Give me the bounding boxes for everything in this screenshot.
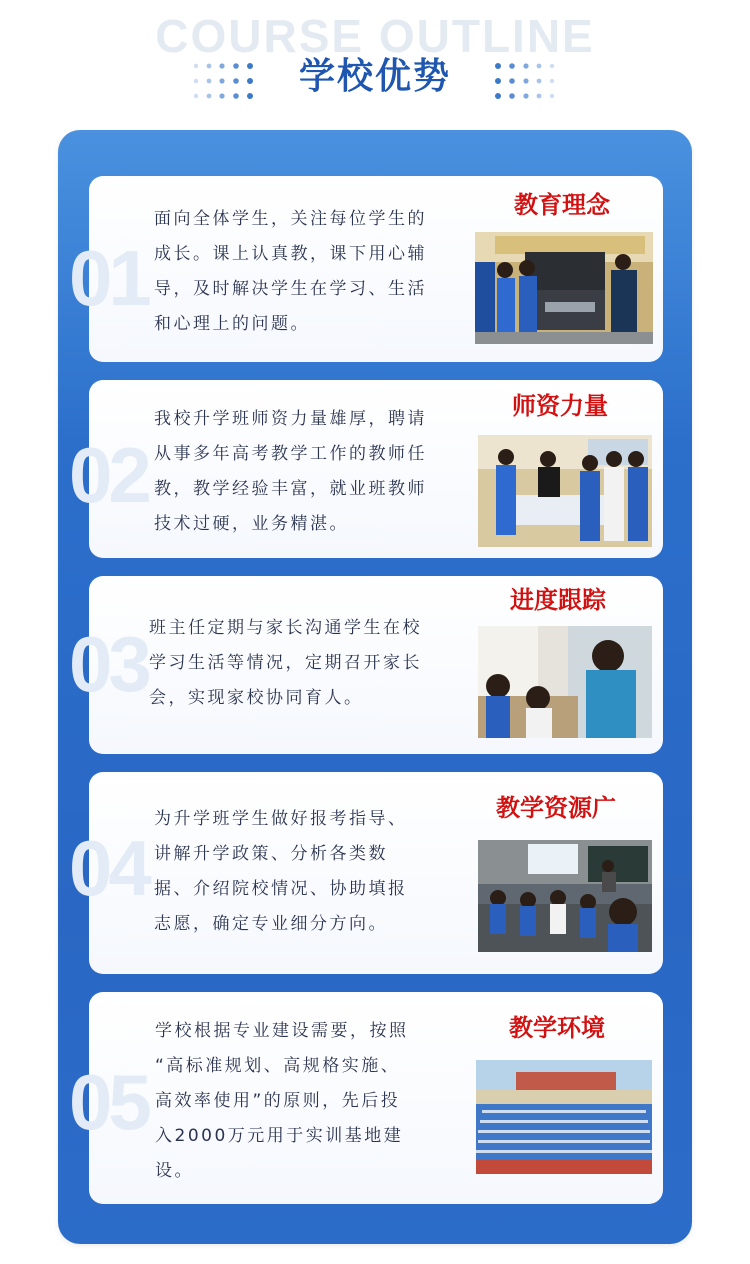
advantage-card-4 — [69, 772, 663, 974]
card-description-line: 技术过硬，业务精湛。 — [154, 514, 349, 534]
card-description-line: 面向全体学生，关注每位学生的 — [154, 209, 427, 229]
card-number: 02 — [69, 431, 148, 519]
advantage-card-2 — [69, 380, 663, 558]
card-description-line: 学习生活等情况，定期召开家长 — [149, 653, 422, 673]
header-watermark-text: COURSE OUTLINE — [155, 10, 595, 62]
card-description-line: 我校升学班师资力量雄厚，聘请 — [154, 409, 427, 429]
decorative-dots-right-icon — [488, 58, 558, 104]
card-heading: 教育理念 — [514, 191, 610, 219]
card-description-line: 讲解升学政策、分析各类数 — [154, 844, 388, 864]
card-description-line: 导，及时解决学生在学习、生活 — [154, 279, 427, 299]
card-description-line: 设。 — [155, 1161, 194, 1181]
card-number: 01 — [69, 234, 148, 322]
card-description-line: 班主任定期与家长沟通学生在校 — [149, 618, 422, 638]
card-description — [149, 611, 459, 716]
card-number: 04 — [69, 824, 148, 912]
card-description-line: 教，教学经验丰富，就业班教师 — [154, 479, 427, 499]
card-description-line: 从事多年高考教学工作的教师任 — [154, 444, 427, 464]
page-title: 学校优势 — [298, 56, 451, 97]
card-description — [154, 202, 454, 342]
card-number: 05 — [69, 1058, 148, 1146]
card-description-line: 学校根据专业建设需要，按照 — [155, 1021, 409, 1041]
card-heading: 教学资源广 — [496, 794, 616, 822]
card-description — [154, 802, 458, 942]
card-description-line: 为升学班学生做好报考指导、 — [154, 809, 408, 829]
card-heading: 教学环境 — [509, 1014, 605, 1042]
card-description-line: 会，实现家校协同育人。 — [149, 688, 364, 708]
card-heading: 进度跟踪 — [510, 586, 606, 614]
card-description-line: 成长。课上认真教，课下用心辅 — [154, 244, 427, 264]
campus-assembly-photo — [476, 1060, 652, 1174]
card-description — [154, 402, 454, 542]
advantage-card-5 — [69, 992, 663, 1204]
card-description-line: 据、介绍院校情况、协助填报 — [154, 879, 408, 899]
teacher-students-workshop-photo — [478, 435, 652, 547]
card-number: 03 — [69, 620, 148, 708]
card-description-line: 和心理上的问题。 — [154, 314, 310, 334]
advantage-card-1 — [69, 176, 663, 362]
card-description — [155, 1014, 459, 1189]
advantage-card-3 — [69, 576, 663, 754]
classroom-lecture-photo — [478, 840, 652, 952]
teacher-phone-classroom-photo — [478, 626, 652, 738]
card-description-line: 高效率使用”的原则，先后投 — [155, 1091, 401, 1111]
students-car-engine-photo — [475, 232, 653, 344]
card-description-line: 入2000万元用于实训基地建 — [155, 1126, 404, 1146]
page-header — [0, 0, 750, 130]
card-description-line: “高标准规划、高规格实施、 — [155, 1056, 401, 1076]
card-description-line: 志愿，确定专业细分方向。 — [154, 914, 388, 934]
card-heading: 师资力量 — [512, 392, 608, 420]
